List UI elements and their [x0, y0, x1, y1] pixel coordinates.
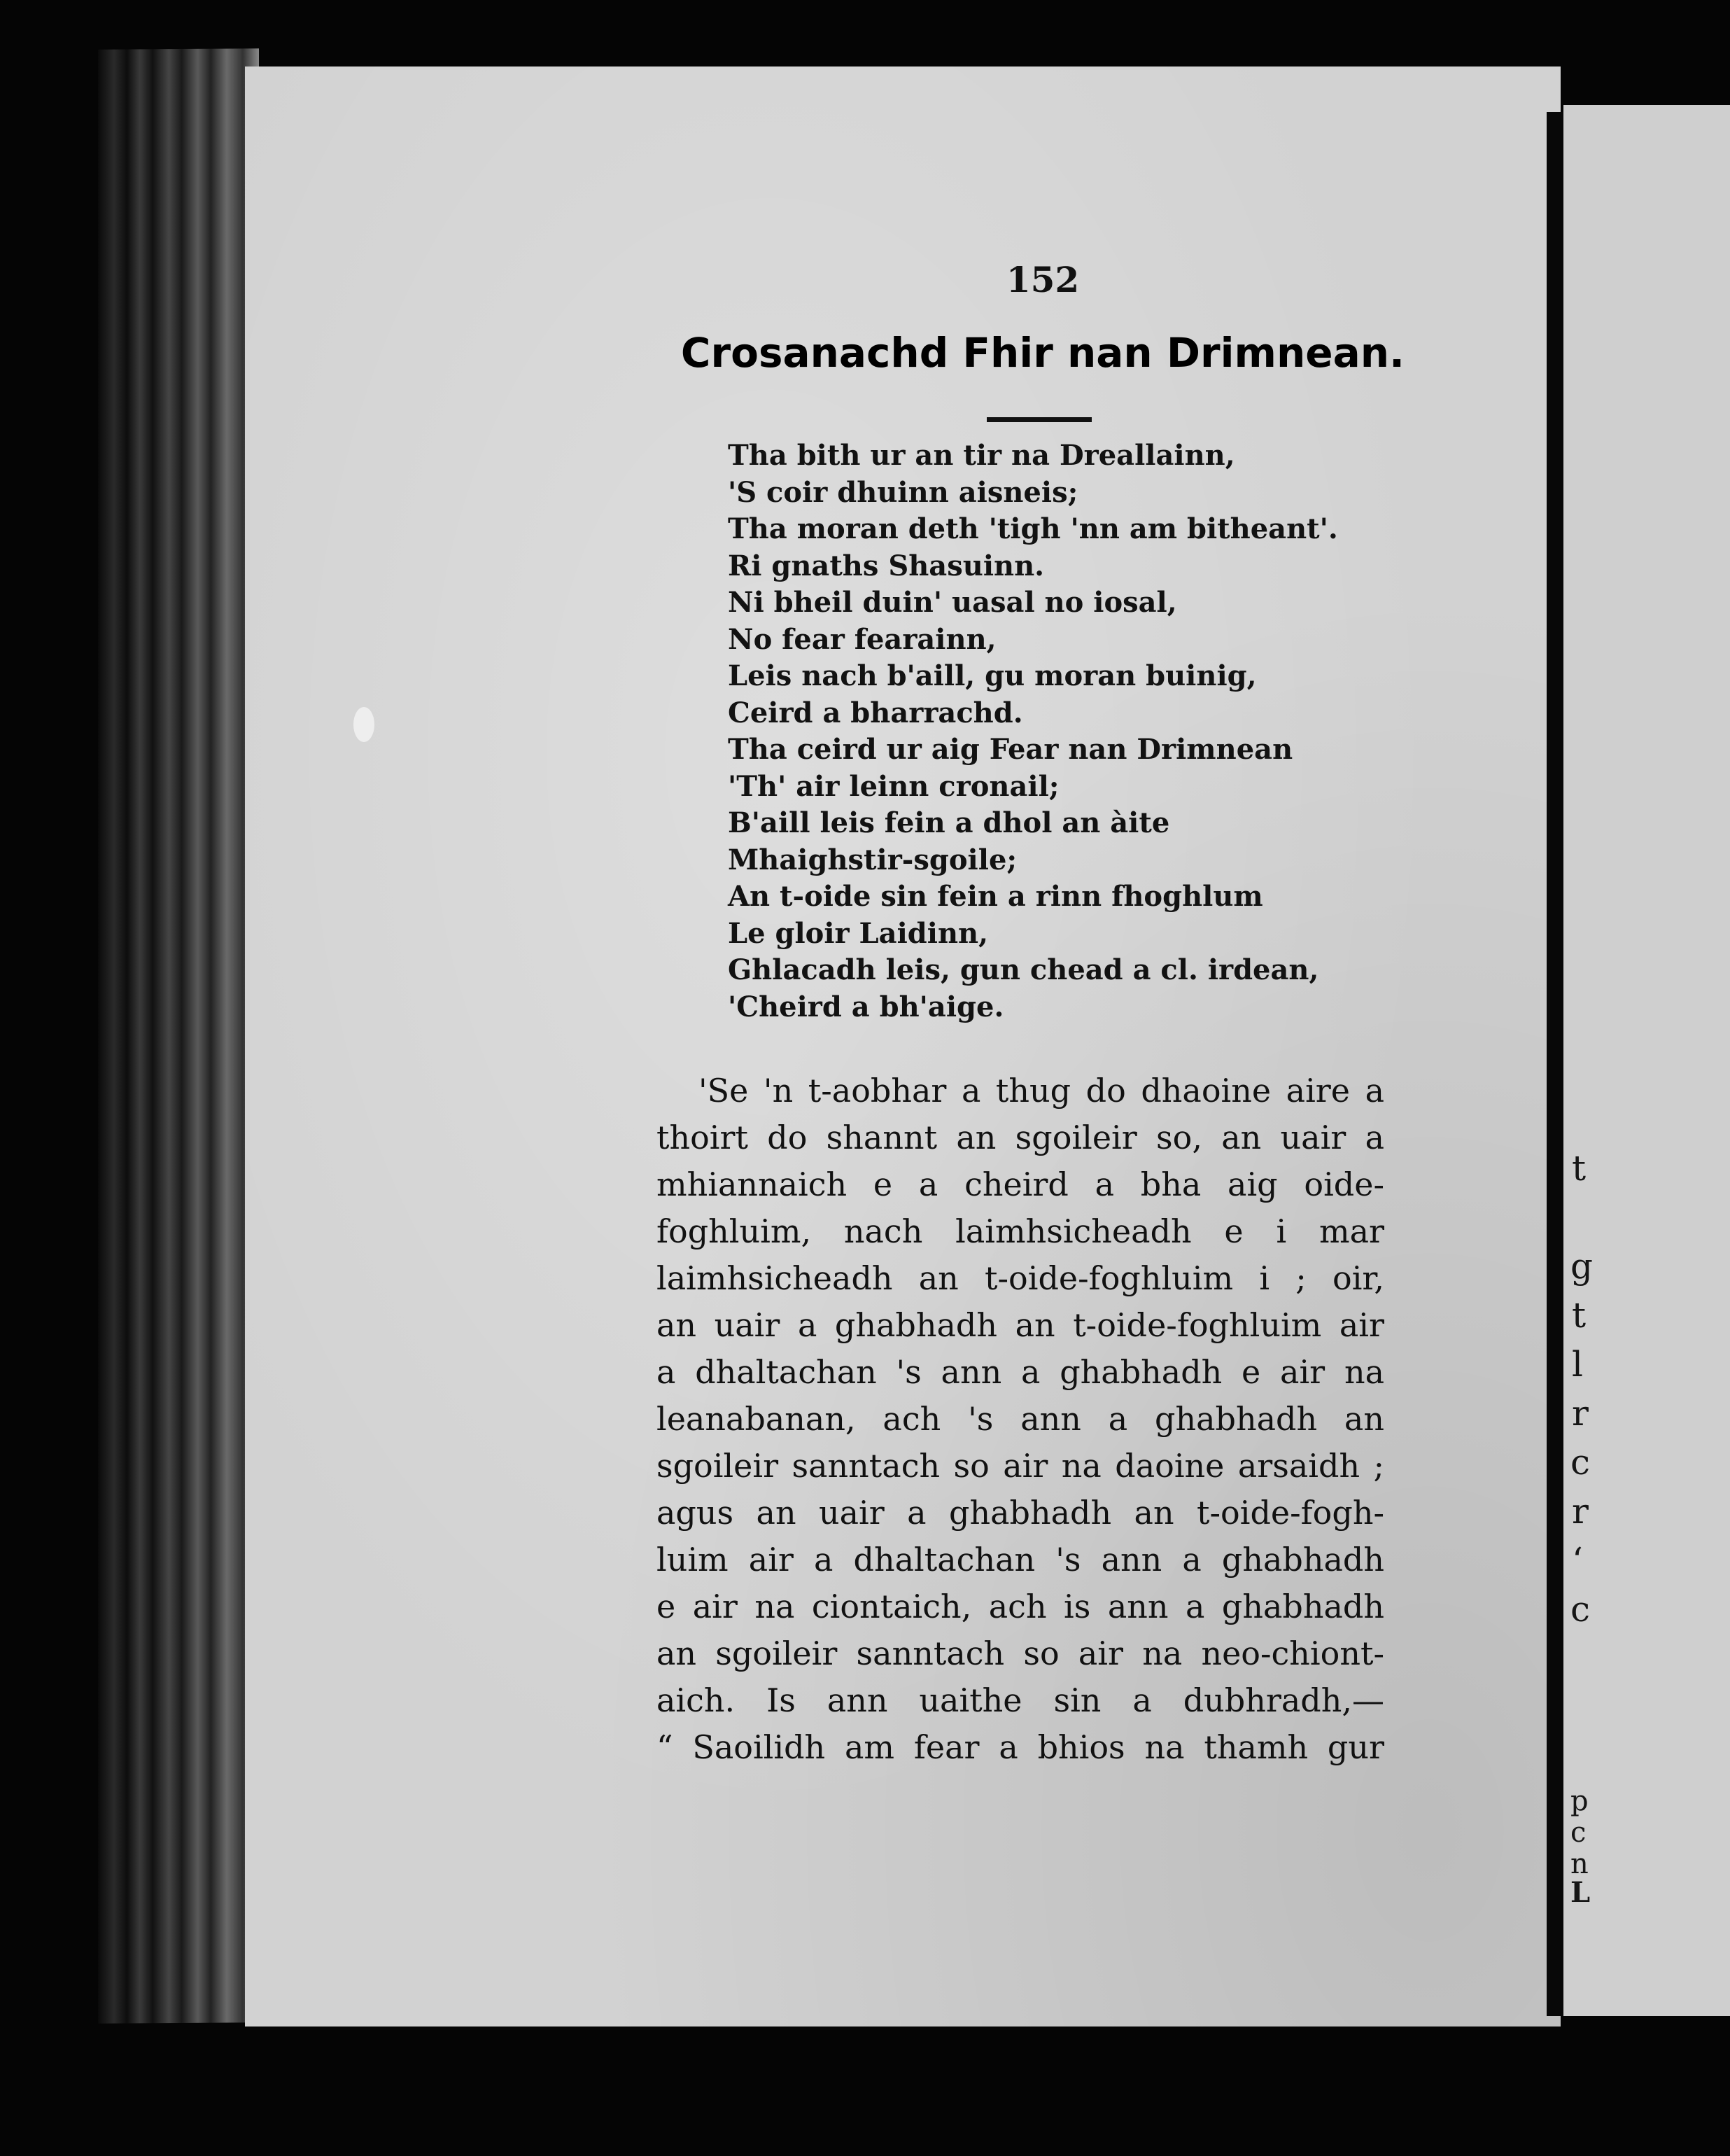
facing-page-fragment: c: [1570, 1589, 1591, 1630]
poem-line: Mhaighstir-sgoile;: [728, 843, 1018, 876]
prose-block: [656, 1068, 1384, 1771]
poem-block: [728, 438, 1428, 1026]
facing-page: [1563, 105, 1730, 2016]
poem-line: Ri gnaths Shasuinn.: [728, 549, 1045, 582]
prose-line: luim air a dhaltachan 's ann a ghabhadh: [656, 1541, 1384, 1578]
facing-page-fragment: t: [1572, 1148, 1587, 1189]
poem-line: 'Cheird a bh'aige.: [728, 990, 1004, 1023]
poem-line: Tha bith ur an tir na Dreallainn,: [728, 439, 1235, 472]
prose-line: an uair a ghabhadh an t-oide-foghluim air: [656, 1306, 1384, 1344]
facing-page-fragment: L: [1570, 1876, 1591, 1909]
facing-page-fragment: p: [1570, 1785, 1589, 1817]
poem-line: An t-oide sin fein a rinn fhoghlum: [728, 880, 1263, 913]
facing-page-fragment: c: [1570, 1442, 1591, 1483]
facing-page-fragment: g: [1570, 1246, 1594, 1287]
prose-line: aich. Is ann uaithe sin a dubhradh,—: [656, 1681, 1384, 1719]
book-gutter: [1547, 112, 1563, 2016]
book-page-edges: [98, 48, 259, 2024]
poem-line: B'aill leis fein a dhol an àite: [728, 806, 1170, 839]
prose-line: e air na ciontaich, ach is ann a ghabhadh: [656, 1588, 1384, 1625]
prose-line: leanabanan, ach 's ann a ghabhadh an: [656, 1400, 1384, 1438]
poem-line: Tha moran deth 'tigh 'nn am bitheant'.: [728, 512, 1338, 545]
prose-line: foghluim, nach laimhsicheadh e i mar: [656, 1212, 1384, 1250]
prose-line: sgoileir sanntach so air na daoine arsaidh ;: [656, 1447, 1384, 1485]
page-number: 152: [1006, 259, 1080, 300]
poem-line: No fear fearainn,: [728, 622, 997, 656]
prose-line: laimhsicheadh an t-oide-foghluim i ; oir,: [656, 1259, 1384, 1297]
prose-line: thoirt do shannt an sgoileir so, an uair a: [656, 1119, 1384, 1156]
page-title: Crosanachd Fhir nan Drimnean.: [680, 329, 1405, 377]
facing-page-fragment: r: [1572, 1393, 1589, 1434]
poem-line: Leis nach b'aill, gu moran buinig,: [728, 659, 1257, 692]
facing-page-fragment: ‘: [1572, 1540, 1583, 1581]
poem-line: Ghlacadh leis, gun chead a cl. irdean,: [728, 953, 1319, 986]
poem-line: Tha ceird ur aig Fear nan Drimnean: [728, 733, 1293, 766]
prose-line: “ Saoilidh am fear a bhios na thamh gur: [656, 1728, 1384, 1766]
title-rule: [987, 417, 1092, 422]
facing-page-fragment: r: [1572, 1491, 1589, 1532]
prose-line: mhiannaich e a cheird a bha aig oide-: [656, 1166, 1384, 1203]
prose-line: agus an uair a ghabhadh an t-oide-fogh-: [656, 1494, 1384, 1532]
facing-page-fragment: n: [1570, 1848, 1589, 1880]
poem-line: 'Th' air leinn cronail;: [728, 769, 1060, 803]
poem-line: Le gloir Laidinn,: [728, 916, 989, 950]
prose-line: a dhaltachan 's ann a ghabhadh e air na: [656, 1353, 1384, 1391]
facing-page-fragment: t: [1572, 1295, 1587, 1336]
poem-line: 'S coir dhuinn aisneis;: [728, 475, 1078, 509]
prose-line: 'Se 'n t-aobhar a thug do dhaoine aire a: [698, 1072, 1384, 1110]
poem-line: Ni bheil duin' uasal no iosal,: [728, 586, 1177, 619]
prose-line: an sgoileir sanntach so air na neo-chiont-: [656, 1634, 1384, 1672]
facing-page-fragment: l: [1572, 1344, 1583, 1385]
paper-speck: [353, 707, 374, 742]
facing-page-fragment: c: [1570, 1816, 1587, 1849]
poem-line: Ceird a bharrachd.: [728, 696, 1023, 729]
